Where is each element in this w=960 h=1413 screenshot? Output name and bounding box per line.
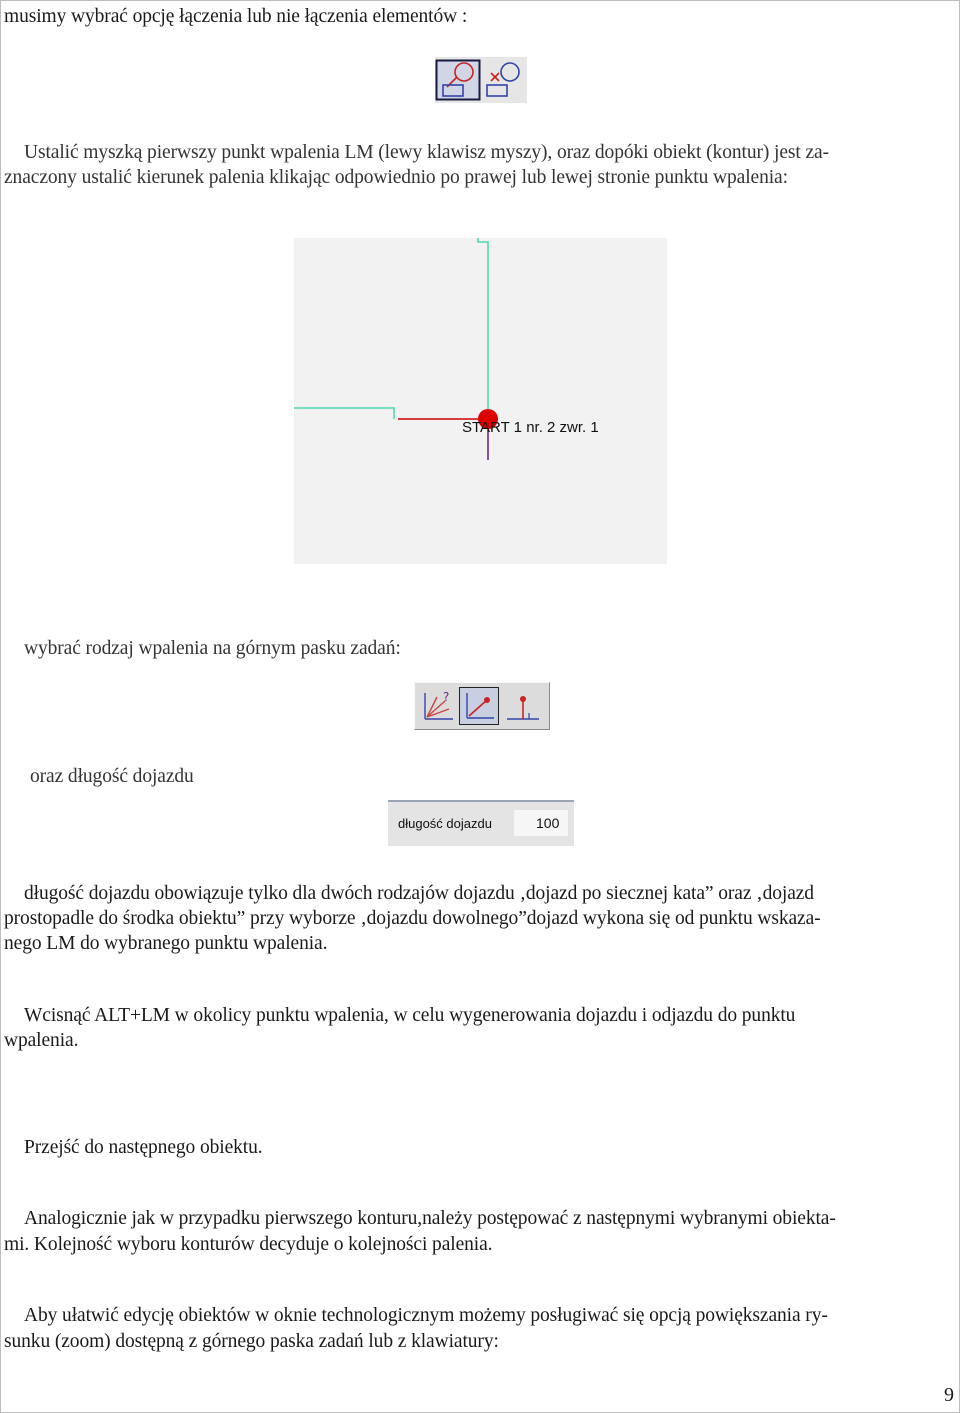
svg-text:?: ? bbox=[443, 690, 450, 704]
lead-length-label: długość dojazdu bbox=[398, 816, 492, 831]
para2-line3: nego LM do wybranego punktu wpalenia. bbox=[4, 933, 328, 954]
join-option-icons bbox=[435, 57, 527, 103]
entry-type-toolbar bbox=[414, 682, 550, 730]
page-border-left bbox=[0, 0, 1, 1413]
lead-length-panel bbox=[388, 800, 574, 846]
lead-length-line: oraz długość dojazdu bbox=[30, 766, 194, 787]
next-object-line: Przejść do następnego obiektu. bbox=[24, 1137, 263, 1158]
para4-line1: Analogicznie jak w przypadku pierwszego konturu,należy postępować z następnymi wybranymi obiekta- bbox=[24, 1208, 836, 1229]
join-elements-icon[interactable] bbox=[437, 61, 480, 100]
entry-perpendicular-icon bbox=[503, 687, 543, 725]
intro-line: musimy wybrać opcję łączenia lub nie łączenia elementów : bbox=[4, 6, 468, 27]
entry-type-line: wybrać rodzaj wpalenia na górnym pasku zadań: bbox=[24, 638, 401, 659]
entry-perpendicular-button[interactable] bbox=[503, 687, 543, 725]
entry-free-button[interactable] bbox=[417, 687, 457, 725]
contour-view bbox=[294, 238, 667, 564]
page-number: 9 bbox=[944, 1384, 954, 1406]
para5-line2: sunku (zoom) dostępną z górnego paska zadań lub z klawiatury: bbox=[4, 1331, 499, 1352]
para2-line2: prostopadle do środka obiektu” przy wyborze ‚dojazdu dowolnego”dojazd wykona się od punktu wskaza- bbox=[4, 908, 821, 929]
page-border-top bbox=[0, 0, 960, 1]
para1-line2: znaczony ustalić kierunek palenia klikając odpowiednio po prawej lub lewej stronie punktu wpalenia: bbox=[4, 167, 788, 188]
para1-line1: Ustalić myszką pierwszy punkt wpalenia LM (lewy klawisz myszy), oraz dopóki obiekt (kontur) jest za- bbox=[24, 142, 829, 163]
para3-line1: Wcisnąć ALT+LM w okolicy punktu wpalenia, w celu wygenerowania dojazdu i odjazdu do punktu bbox=[24, 1005, 796, 1026]
para4-line2: mi. Kolejność wyboru konturów decyduje o kolejności palenia. bbox=[4, 1234, 493, 1255]
lead-length-value: 100 bbox=[536, 815, 560, 831]
para5-line1: Aby ułatwić edycję obiektów w oknie technologicznym możemy posługiwać się opcją powiększania ry- bbox=[24, 1305, 828, 1326]
contour-line-horizontal bbox=[294, 408, 394, 419]
entry-secant-button[interactable] bbox=[459, 687, 499, 725]
contour-line-vertical bbox=[478, 238, 488, 419]
para3-line2: wpalenia. bbox=[4, 1030, 79, 1051]
lead-length-input[interactable] bbox=[514, 810, 568, 836]
para2-line1: długość dojazdu obowiązuje tylko dla dwóch rodzajów dojazdu ‚dojazd po siecznej kata” oraz ‚dojazd bbox=[24, 883, 814, 904]
entry-secant-icon bbox=[460, 688, 498, 724]
start-label: START 1 nr. 2 zwr. 1 bbox=[462, 419, 599, 436]
entry-free-icon bbox=[417, 687, 457, 725]
